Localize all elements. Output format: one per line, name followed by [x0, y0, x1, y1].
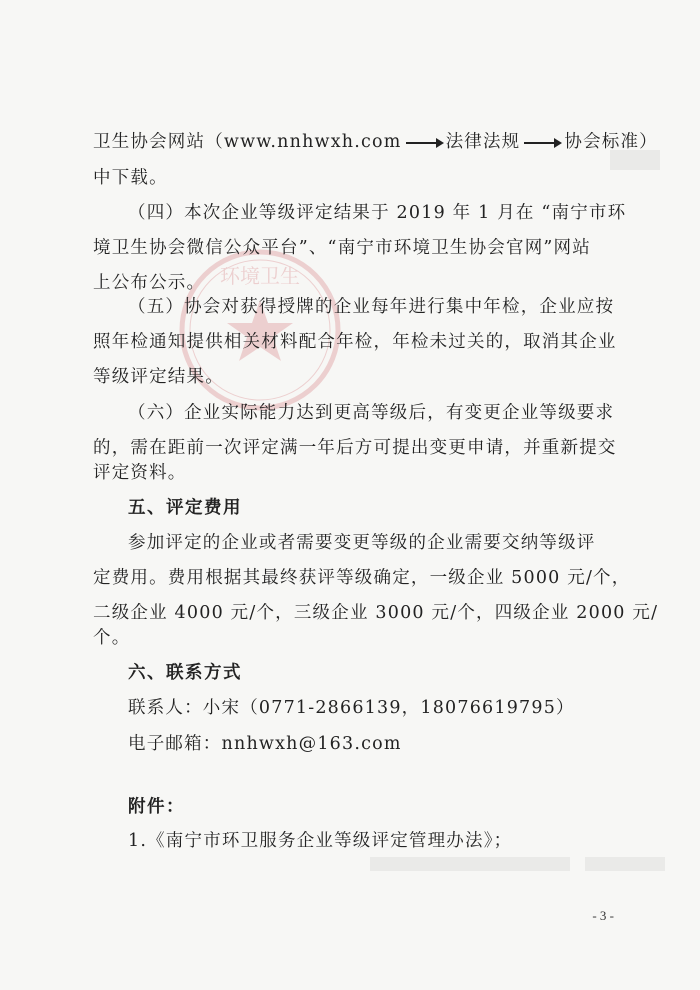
text-line: （四）本次企业等级评定结果于 2019 年 1 月在 “南宁市环 [128, 203, 627, 223]
text-segment: 协会标准） [564, 132, 658, 152]
page-number: - 3 - [592, 908, 614, 923]
arrow-icon [524, 142, 560, 144]
text-segment: 法律法规 [445, 132, 521, 152]
text-line: 定费用。费用根据其最终获评等级确定，一级企业 5000 元/个， [93, 568, 631, 588]
text-line: 评定资料。 [93, 463, 187, 483]
text-line: 境卫生协会微信公众平台”、“南宁市环境卫生协会官网”网站 [93, 238, 591, 258]
text-line: 上公布公示。 [93, 273, 206, 293]
section-heading-contact: 六、联系方式 [128, 663, 242, 683]
contact-email: 电子邮箱：nnhwxh@163.com [128, 734, 402, 754]
text-line: （五）协会对获得授牌的企业每年进行集中年检，企业应按 [128, 297, 615, 317]
bleed-through-mark [585, 857, 665, 871]
text-line: 等级评定结果。 [93, 367, 224, 387]
text-line: 的，需在距前一次评定满一年后方可提出变更申请，并重新提交 [93, 438, 617, 458]
seal-text: 环境卫生 [220, 264, 300, 288]
arrow-icon [406, 142, 442, 144]
text-line [93, 130, 658, 154]
text-line: （六）企业实际能力达到更高等级后，有变更企业等级要求 [128, 403, 615, 423]
text-line: 个。 [93, 628, 131, 648]
text-line: 照年检通知提供相关材料配合年检，年检未过关的，取消其企业 [93, 332, 617, 352]
text-line: 参加评定的企业或者需要变更等级的企业需要交纳等级评 [128, 533, 596, 553]
attachment-item: 1.《南宁市环卫服务企业等级评定管理办法》； [128, 831, 513, 851]
attachment-label: 附件： [128, 797, 185, 817]
text-line: 二级企业 4000 元/个，三级企业 3000 元/个，四级企业 2000 元/ [93, 603, 659, 623]
bleed-through-mark [370, 857, 570, 871]
text-line: 中下载。 [93, 168, 168, 188]
contact-person: 联系人：小宋（0771-2866139，18076619795） [128, 698, 575, 718]
text-segment: 卫生协会网站（www.nnhwxh.com [93, 132, 402, 152]
section-heading-fees: 五、评定费用 [128, 498, 242, 518]
